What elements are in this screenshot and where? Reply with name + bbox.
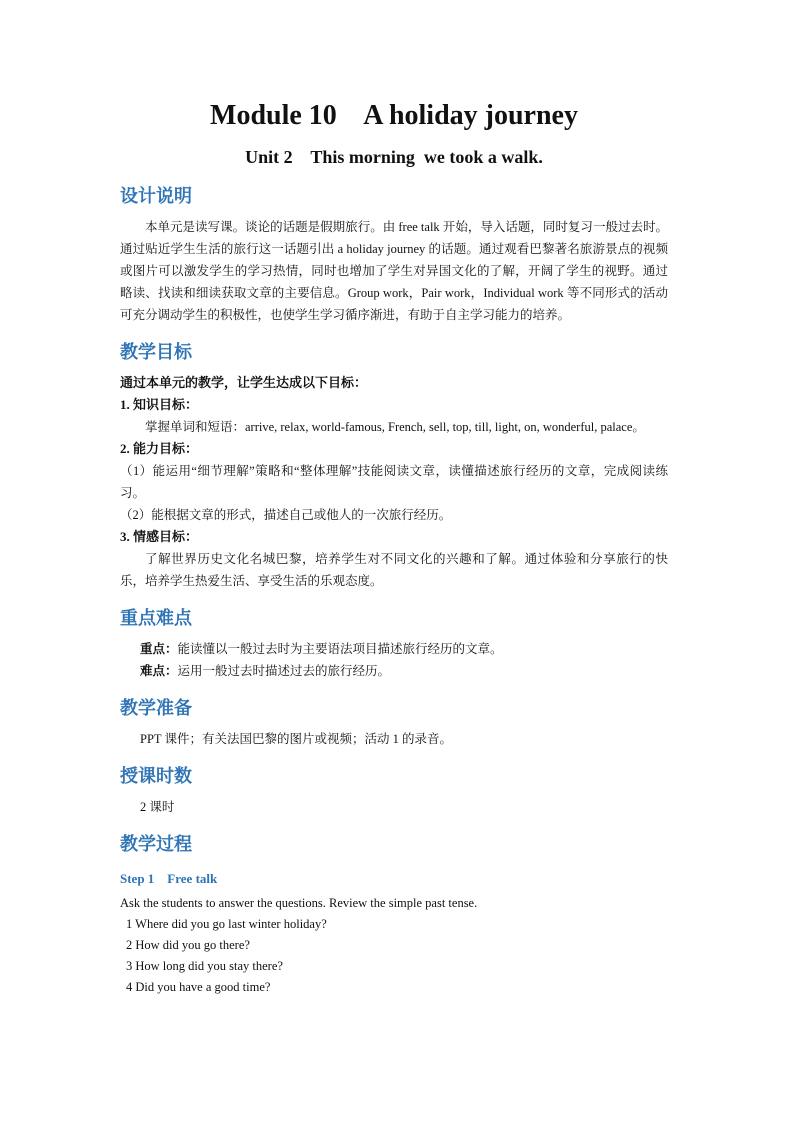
difficult-point-line <box>120 660 668 682</box>
question-item: 3 How long did you stay there? <box>126 959 283 973</box>
emotion-text: 了解世界历史文化名城巴黎，培养学生对不同文化的兴趣和了解。通过体验和分享旅行的快乐，培养学生热爱生活、享受生活的乐观态度。 <box>120 552 668 588</box>
knowledge-text: 掌握单词和短语：arrive, relax, world-famous, French, sell, top, till, light, on, wonderful, palace。 <box>145 420 645 434</box>
key-points-heading: 重点难点 <box>120 608 192 629</box>
design-heading: 设计说明 <box>120 186 192 207</box>
ability-title: 2. 能力目标： <box>120 441 199 456</box>
step1-title: Step 1 Free talk <box>120 871 218 886</box>
emotion-title: 3. 情感目标： <box>120 529 199 544</box>
key-label: 重点： <box>140 642 178 656</box>
question-item: 4 Did you have a good time? <box>126 980 271 994</box>
step1-intro: Ask the students to answer the questions. Review the simple past tense. <box>120 896 478 910</box>
module-title: Module 10 A holiday journey <box>210 100 578 131</box>
objectives-intro: 通过本单元的教学，让学生达成以下目标： <box>120 375 368 390</box>
ability-item-2: （2）能根据文章的形式，描述自己或他人的一次旅行经历。 <box>120 508 452 522</box>
key-text: 能读懂以一般过去时为主要语法项目描述旅行经历的文章。 <box>177 642 503 656</box>
ability-item-1: （1）能运用“细节理解”策略和“整体理解”技能阅读文章，读懂描述旅行经历的文章，完成阅读练习。 <box>120 464 668 500</box>
preparation-text: PPT 课件；有关法国巴黎的图片或视频；活动 1 的录音。 <box>140 732 452 746</box>
knowledge-title: 1. 知识目标： <box>120 397 199 412</box>
key-point-line <box>120 638 668 660</box>
document-content <box>120 96 668 998</box>
difficult-label: 难点： <box>140 664 178 678</box>
question-item: 2 How did you go there? <box>126 938 250 952</box>
class-hours-text: 2 课时 <box>140 800 175 814</box>
class-hours-heading: 授课时数 <box>120 766 192 787</box>
objectives-heading: 教学目标 <box>120 342 192 363</box>
design-text: 本单元是读写课。谈论的话题是假期旅行。由 free talk 开始，导入话题，同时复习一般过去时。通过贴近学生生活的旅行这一话题引出 a holiday journey 的话题。通过观看巴黎著名旅游景点的视频或图片可以激发学生的学习热情，同时也增加了学生对异国文化的了解，开阔了学生的视野。通过略读、找读和细读获取文章的主要信息。Group work，Pair work，Individual work 等不同形式的活动可充分调动学生的积极性，也使学生学习循序渐进，有助于自主学习能力的培养。 <box>120 220 668 322</box>
difficult-text: 运用一般过去时描述过去的旅行经历。 <box>177 664 391 678</box>
unit-subtitle: Unit 2 This morning we took a walk. <box>245 147 543 167</box>
preparation-heading: 教学准备 <box>120 698 192 719</box>
question-item: 1 Where did you go last winter holiday? <box>126 917 327 931</box>
process-heading: 教学过程 <box>120 834 192 855</box>
